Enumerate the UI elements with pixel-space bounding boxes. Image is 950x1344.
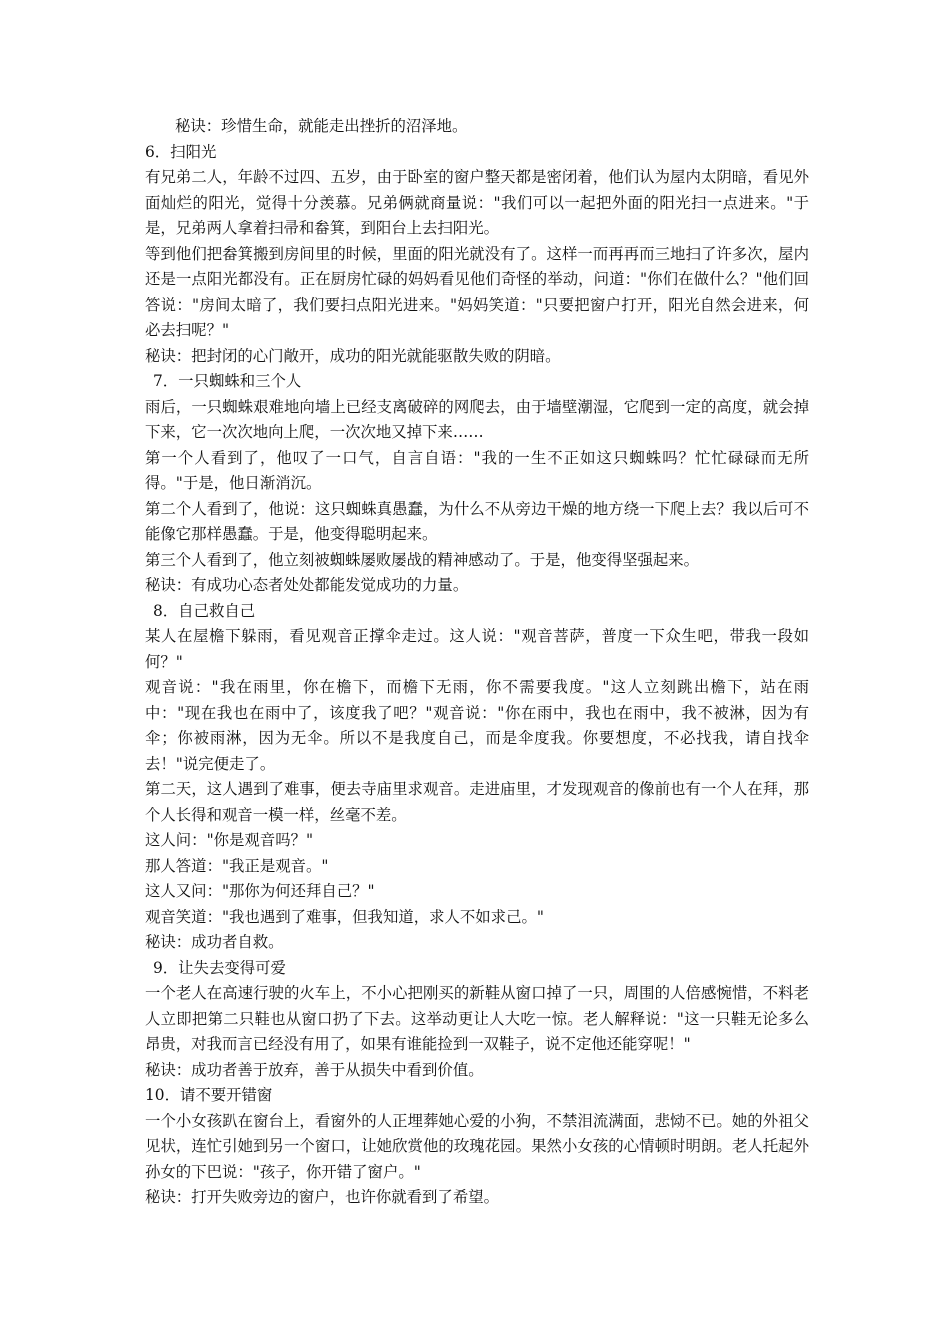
paragraph: 这人问："你是观音吗？" xyxy=(145,831,314,849)
paragraph: 一个小女孩趴在窗台上，看窗外的人正埋葬她心爱的小狗，不禁泪流满面，悲恸不已。她的外祖父见状，连忙引她到另一个窗口，让她欣赏他的玫瑰花园。果然小女孩的心情顿时明朗。老人托起外孙女的下巴说："孩子，你开错了窗户。" xyxy=(145,1111,809,1181)
heading-9: 9．让失去变得可爱 xyxy=(153,958,286,977)
document-page xyxy=(145,114,809,1211)
paragraph: 雨后，一只蜘蛛艰难地向墙上已经支离破碎的网爬去，由于墙壁潮湿，它爬到一定的高度，就会掉下来，它一次次地向上爬，一次次地又掉下来…… xyxy=(145,397,809,441)
paragraph-secret-1: 秘诀：珍惜生命，就能走出挫折的沼泽地。 xyxy=(175,117,468,135)
paragraph: 观音说："我在雨里，你在檐下，而檐下无雨，你不需要我度。"这人立刻跳出檐下，站在雨中："现在我也在雨中了，该度我了吧？"观音说："你在雨中，我也在雨中，我不被淋，因为有伞；你被雨淋，因为无伞。所以不是我度自己，而是伞度我。你要想度，不必找我，请自找伞去！"说完便走了。 xyxy=(145,678,809,773)
heading-6: 6．扫阳光 xyxy=(145,142,217,161)
heading-10: 10．请不要开错窗 xyxy=(145,1086,273,1104)
paragraph: 一个老人在高速行驶的火车上，不小心把刚买的新鞋从窗口掉了一只，周围的人倍感惋惜，不料老人立即把第二只鞋也从窗口扔了下去。这举动更让人大吃一惊。老人解释说："这一只鞋无论多么昂贵，对我而言已经没有用了，如果有谁能捡到一双鞋子，说不定他还能穿呢！" xyxy=(145,984,809,1053)
paragraph: 第二天，这人遇到了难事，便去寺庙里求观音。走进庙里，才发现观音的像前也有一个人在拜，那个人长得和观音一模一样，丝毫不差。 xyxy=(145,780,809,824)
paragraph-secret: 秘诀：成功者自救。 xyxy=(145,933,284,951)
paragraph-secret: 秘诀：把封闭的心门敞开，成功的阳光就能驱散失败的阴暗。 xyxy=(145,346,561,365)
heading-7: 7．一只蜘蛛和三个人 xyxy=(153,372,302,390)
heading-8: 8．自己救自己 xyxy=(153,601,256,620)
paragraph: 第三个人看到了，他立刻被蜘蛛屡败屡战的精神感动了。于是，他变得坚强起来。 xyxy=(145,550,700,569)
paragraph: 第二个人看到了，他说：这只蜘蛛真愚蠢，为什么不从旁边干燥的地方绕一下爬上去？我以后可不能像它那样愚蠢。于是，他变得聪明起来。 xyxy=(145,499,809,543)
paragraph-secret: 秘诀：有成功心态者处处都能发觉成功的力量。 xyxy=(145,576,469,594)
paragraph: 观音笑道："我也遇到了难事，但我知道，求人不如求己。" xyxy=(145,907,544,926)
paragraph: 那人答道："我正是观音。" xyxy=(145,856,329,875)
paragraph-secret: 秘诀：打开失败旁边的窗户，也许你就看到了希望。 xyxy=(145,1188,499,1206)
paragraph: 第一个人看到了，他叹了一口气，自言自语："我的一生不正如这只蜘蛛吗？忙忙碌碌而无所得。"于是，他日渐消沉。 xyxy=(145,448,809,492)
paragraph: 某人在屋檐下躲雨，看见观音正撑伞走过。这人说："观音菩萨，普度一下众生吧，带我一段如何？" xyxy=(145,627,809,671)
paragraph: 这人又问："那你为何还拜自己？" xyxy=(145,882,375,900)
paragraph-secret: 秘诀：成功者善于放弃，善于从损失中看到价值。 xyxy=(145,1060,484,1079)
paragraph: 有兄弟二人，年龄不过四、五岁，由于卧室的窗户整天都是密闭着，他们认为屋内太阴暗，看见外面灿烂的阳光，觉得十分羡慕。兄弟俩就商量说："我们可以一起把外面的阳光扫一点进来。"于是，兄弟两人拿着扫帚和畚箕，到阳台上去扫阳光。 xyxy=(145,168,809,237)
paragraph: 等到他们把畚箕搬到房间里的时候，里面的阳光就没有了。这样一而再再而三地扫了许多次，屋内还是一点阳光都没有。正在厨房忙碌的妈妈看见他们奇怪的举动，问道："你们在做什么？"他们回答说："房间太暗了，我们要扫点阳光进来。"妈妈笑道："只要把窗户打开，阳光自然会进来，何必去扫呢？" xyxy=(145,244,809,339)
